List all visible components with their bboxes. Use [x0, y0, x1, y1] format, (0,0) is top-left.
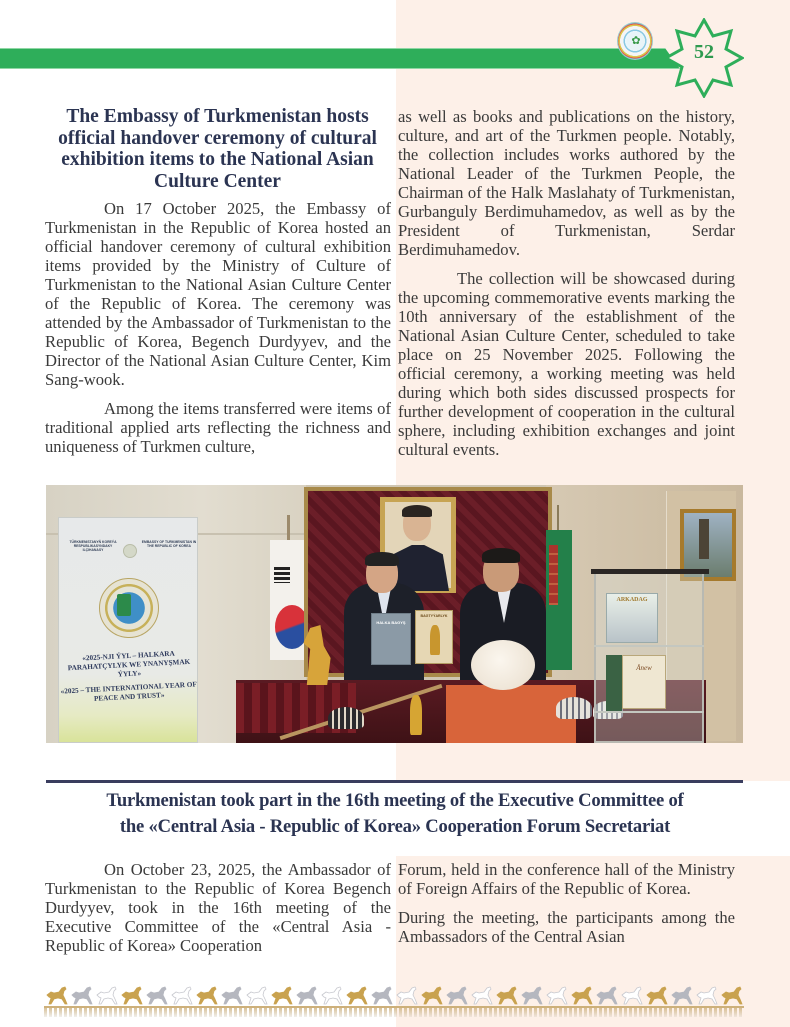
flagpole	[287, 515, 290, 541]
golden-figure-statue	[410, 695, 422, 735]
running-horse-icon	[647, 987, 667, 1004]
emblem-dove-icon: ✿	[627, 32, 645, 50]
person-ambassador-hair	[482, 548, 520, 563]
book-title: Änew	[636, 664, 652, 672]
article-title: The Embassy of Turkmenistan hosts official handover ceremony of cultural exhibition items to the National Asian Culture Center	[58, 106, 377, 192]
held-book-left	[371, 613, 411, 665]
flagpole	[557, 505, 559, 533]
painting-monument	[699, 519, 709, 559]
running-horse-icon	[122, 987, 142, 1004]
photo-rollup-banner	[58, 517, 198, 743]
paragraph: The collection will be showcased during the upcoming commemorative events marking the 10th anniversary of the establishment of the National Asian Culture Center, scheduled to take place on 25 November 2025. Following the official ceremony, a working meeting was held during which both sides discussed prospects for further development of cooperation in the cultural sphere, including exhibition exchanges and joint cultural events.	[398, 269, 735, 459]
korean-flag-trigram	[274, 567, 290, 583]
telpek-hat	[471, 640, 535, 690]
page-number: 52	[694, 41, 714, 63]
article-title-line: the «Central Asia - Republic of Korea» Cooperation Forum Secretariat	[119, 816, 671, 837]
running-horse-icon	[597, 987, 617, 1004]
showcase-book	[606, 593, 658, 643]
section-divider	[46, 780, 743, 783]
running-horse-icon	[172, 987, 192, 1004]
running-horse-icon	[447, 987, 467, 1004]
running-horse-icon	[497, 987, 517, 1004]
held-book-right	[415, 610, 453, 664]
footer-baseline	[44, 1006, 744, 1008]
running-horse-icon	[372, 987, 392, 1004]
running-horse-icon	[572, 987, 592, 1004]
paragraph: On October 23, 2025, the Ambassador of Turkmenistan to the Republic of Korea Begench Durdyyev, took in the 16th meeting of the Executive Committee of the «Central Asia - Republic of Korea» Cooperation	[45, 860, 391, 955]
paragraph: as well as books and publications on the history, culture, and art of the Turkmen people. Notably, the collection includes works authored by the National Leader of the Turkmen People, the Chairman of the Halk Maslahaty of Turkmenistan, Gurbanguly Berdimuhamedov, as well as by the President of Turkmenistan, Serdar Berdimuhamedov.	[398, 107, 735, 259]
article-column-left	[45, 860, 391, 955]
horse-frieze	[44, 986, 744, 1006]
display-case-top	[591, 569, 709, 574]
running-horse-icon	[472, 987, 492, 1004]
portrait-hair	[402, 505, 432, 517]
running-horse-icon	[397, 987, 417, 1004]
paragraph: Forum, held in the conference hall of the Ministry of Foreign Affairs of the Republic of Korea.	[398, 860, 735, 898]
article-title	[45, 788, 745, 840]
running-horse-icon	[147, 987, 167, 1004]
book-title: HALKA BAGYŞ	[376, 620, 406, 625]
banner-header-text: EMBASSY OF TURKMENISTAN IN THE REPUBLIC OF KOREA	[141, 540, 197, 548]
article-column-right	[398, 860, 735, 946]
article-column-left	[45, 199, 391, 456]
running-horse-icon	[722, 987, 742, 1004]
banner-emblem-small-icon	[123, 544, 137, 558]
display-case-shelf	[594, 711, 704, 713]
article-column-right	[398, 107, 735, 459]
showcase-book-spine	[606, 655, 622, 711]
running-horse-icon	[422, 987, 442, 1004]
footer-fringe-pattern	[44, 1008, 744, 1017]
footer-ornament	[44, 986, 744, 1018]
display-case-shelf	[594, 645, 704, 647]
embroidered-skullcap	[328, 707, 364, 729]
running-horse-icon	[272, 987, 292, 1004]
running-horse-icon	[697, 987, 717, 1004]
book-title: ARKADAG	[616, 597, 648, 603]
article-title-line: Turkmenistan took part in the 16th meeting of the Executive Committee of	[106, 790, 684, 811]
book-cover-figure	[430, 625, 440, 655]
running-horse-icon	[522, 987, 542, 1004]
paragraph: Among the items transferred were items of traditional applied arts reflecting the richness and uniqueness of Turkmen culture,	[45, 399, 391, 456]
running-horse-icon	[672, 987, 692, 1004]
turkmen-flag-carpet-stripe	[549, 545, 558, 605]
ceremony-photo	[46, 485, 743, 743]
embroidered-skullcap	[556, 697, 592, 719]
banner-slogan-english: «2025 – THE INTERNATIONAL YEAR OF PEACE AND TRUST»	[60, 680, 197, 703]
running-horse-icon	[97, 987, 117, 1004]
running-horse-icon	[297, 987, 317, 1004]
running-horse-icon	[72, 987, 92, 1004]
running-horse-icon	[322, 987, 342, 1004]
running-horse-icon	[197, 987, 217, 1004]
running-horse-icon	[222, 987, 242, 1004]
banner-slogan-turkmen: «2025-NJI ÝYL – HALKARA PARAHATÇYLYK WE YNANYŞMAK ÝYLY»	[67, 649, 191, 679]
running-horse-icon	[247, 987, 267, 1004]
running-horse-icon	[347, 987, 367, 1004]
paragraph: On 17 October 2025, the Embassy of Turkmenistan in the Republic of Korea hosted an official handover ceremony of cultural exhibition items provided by the Ministry of Culture of Turkmenistan to the National Asian Culture Center of the Republic of Korea. The ceremony was attended by the Ambassador of Turkmenistan to the Republic of Korea, Begench Durdyyev, and the Director of the National Asian Culture Center, Kim Sang-wook.	[45, 199, 391, 389]
person-director-hair	[365, 552, 399, 566]
banner-header-text: TÜRKMENISTANYŇ KOREÝA RESPUBLIKASYNDAKY ILÇIHANASY	[69, 540, 117, 552]
header-green-bar	[0, 48, 680, 69]
paragraph: During the meeting, the participants among the Ambassadors of the Central Asian	[398, 908, 735, 946]
banner-emblem-flag-icon	[117, 594, 131, 616]
running-horse-icon	[547, 987, 567, 1004]
running-horse-icon	[47, 987, 67, 1004]
showcase-book	[622, 655, 666, 709]
book-title: BAGTYÝARLYK	[420, 614, 448, 618]
running-horse-icon	[622, 987, 642, 1004]
emblem-logo-icon	[617, 22, 653, 60]
